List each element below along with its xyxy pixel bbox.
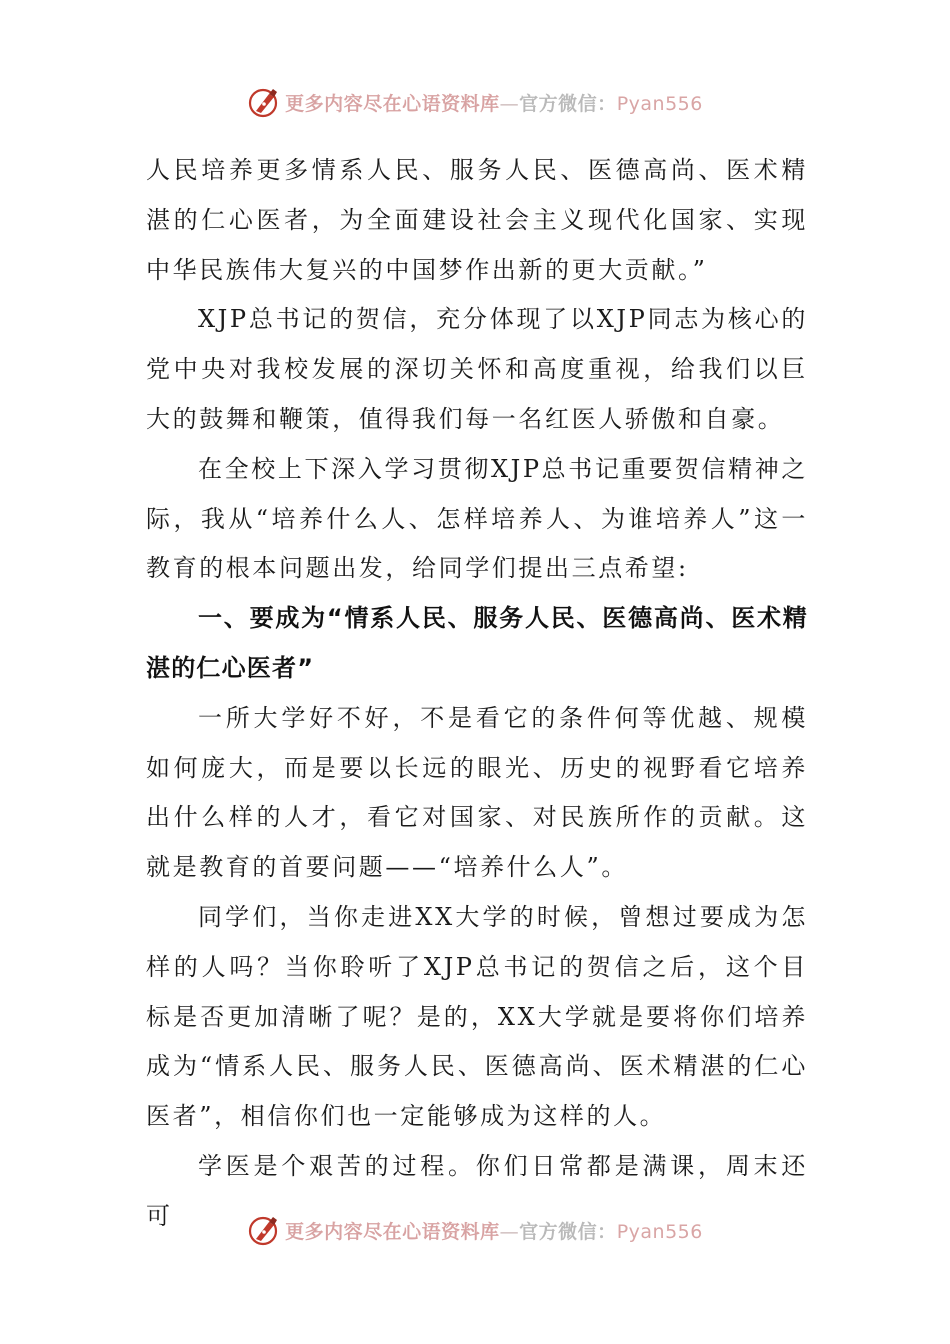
section-heading-1: 一、要成为“情系人民、服务人民、医德高尚、医术精湛的仁心医者” <box>146 604 808 682</box>
watermark-text <box>285 89 703 116</box>
document-body <box>146 146 808 1242</box>
watermark-dash: — <box>499 1220 520 1243</box>
paragraph-4: 一所大学好不好，不是看它的条件何等优越、规模如何庞大，而是要以长远的眼光、历史的视野看它培养出什么样的人才，看它对国家、对民族所作的贡献。这就是教育的首要问题——“培养什么人”。 <box>146 703 808 882</box>
footer-watermark-banner <box>0 1208 950 1252</box>
watermark-main-text: 更多内容尽在心语资料库 <box>285 1220 500 1243</box>
watermark-text <box>285 1217 703 1244</box>
header-watermark-banner <box>0 80 950 124</box>
paragraph-1: 人民培养更多情系人民、服务人民、医德高尚、医术精湛的仁心医者，为全面建设社会主义现代化国家、实现中华民族伟大复兴的中国梦作出新的更大贡献。” <box>146 156 808 284</box>
paragraph-6: 学医是个艰苦的过程。你们日常都是满课，周末还可 <box>146 1151 808 1230</box>
watermark-main-text: 更多内容尽在心语资料库 <box>285 92 500 115</box>
watermark-wechat-label: 官方微信： <box>519 1220 617 1243</box>
paragraph-2: XJP总书记的贺信，充分体现了以XJP同志为核心的党中央对我校发展的深切关怀和高度重视，给我们以巨大的鼓舞和鞭策，值得我们每一名红医人骄傲和自豪。 <box>146 305 808 433</box>
watermark-wechat-label: 官方微信： <box>519 92 617 115</box>
watermark-wechat-id: Pyan556 <box>616 1220 703 1243</box>
pen-nib-logo-icon <box>247 85 281 119</box>
watermark-wechat-id: Pyan556 <box>616 92 703 115</box>
paragraph-3: 在全校上下深入学习贯彻XJP总书记重要贺信精神之际，我从“培养什么人、怎样培养人、为谁培养人”这一教育的根本问题出发，给同学们提出三点希望: <box>146 454 808 583</box>
paragraph-5: 同学们，当你走进XX大学的时候，曾想过要成为怎样的人吗？当你聆听了XJP总书记的贺信之后，这个目标是否更加清晰了呢？是的，XX大学就是要将你们培养成为“情系人民、服务人民、医德高尚、医术精湛的仁心医者”，相信你们也一定能够成为这样的人。 <box>146 902 808 1131</box>
watermark-dash: — <box>499 92 520 115</box>
pen-nib-logo-icon <box>247 1213 281 1247</box>
